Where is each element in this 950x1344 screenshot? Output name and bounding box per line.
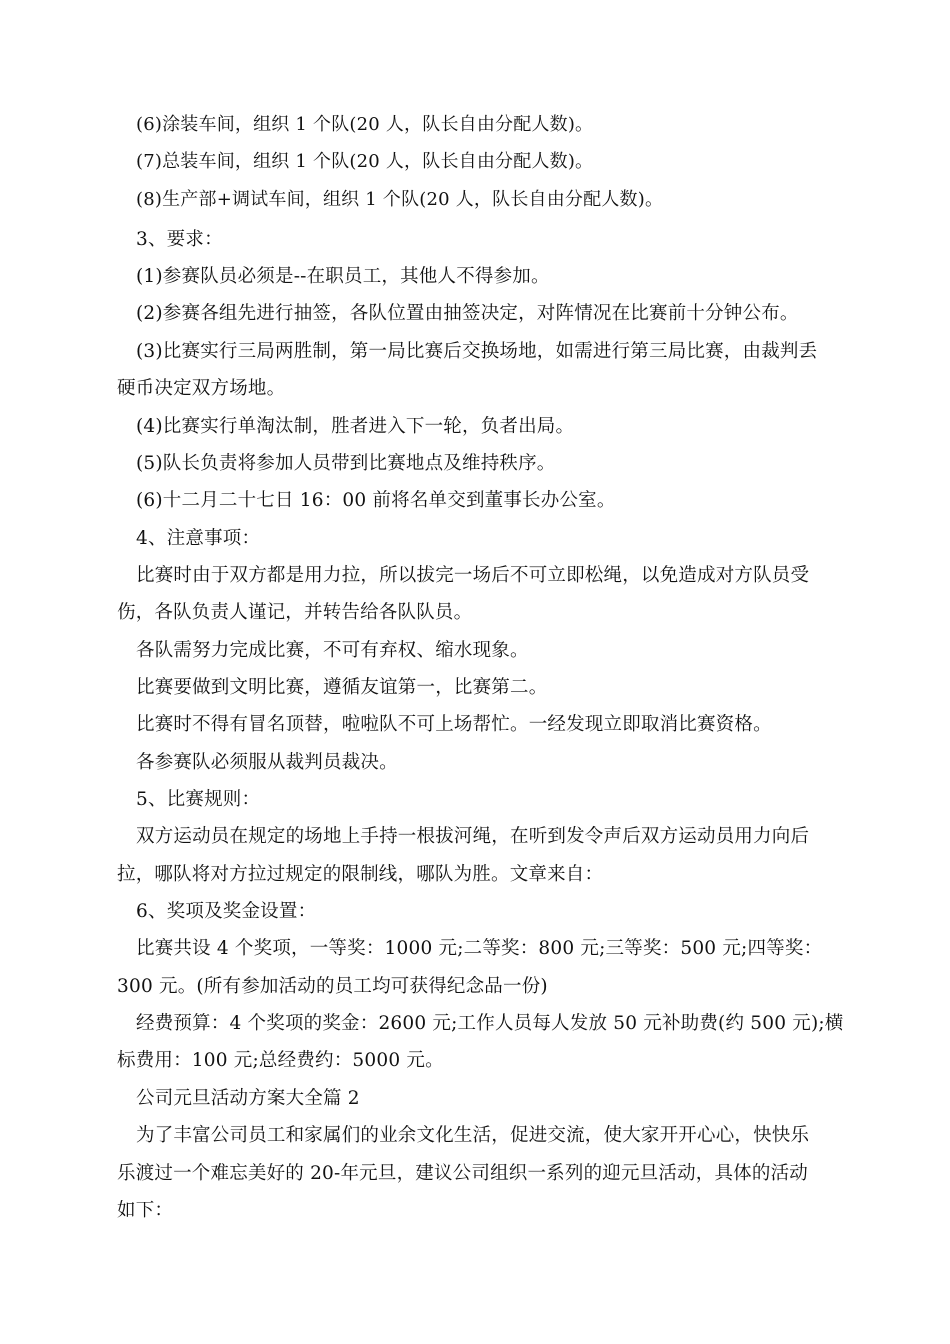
note-5: 各参赛队必须服从裁判员裁决。 <box>136 752 398 773</box>
requirement-3-line-1: (3)比赛实行三局两胜制，第一局比赛后交换场地，如需进行第三局比赛，由裁判丢 <box>136 341 818 362</box>
intro-line-3: 如下： <box>117 1200 174 1221</box>
requirement-4: (4)比赛实行单淘汰制，胜者进入下一轮，负者出局。 <box>136 416 575 437</box>
budget-line-2: 标费用：100 元;总经费约：5000 元。 <box>117 1050 444 1071</box>
requirement-5: (5)队长负责将参加人员带到比赛地点及维持秩序。 <box>136 453 556 474</box>
requirement-2: (2)参赛各组先进行抽签，各队位置由抽签决定，对阵情况在比赛前十分钟公布。 <box>136 303 799 324</box>
section-heading-prizes: 6、奖项及奖金设置： <box>136 901 317 922</box>
team-item-7: (7)总装车间，组织 1 个队(20 人，队长自由分配人数)。 <box>136 151 594 172</box>
section-heading-requirements: 3、要求： <box>136 229 223 250</box>
requirement-3-line-2: 硬币决定双方场地。 <box>117 378 286 399</box>
note-3: 比赛要做到文明比赛，遵循友谊第一，比赛第二。 <box>136 677 548 698</box>
team-item-8: (8)生产部+调试车间，组织 1 个队(20 人，队长自由分配人数)。 <box>136 189 664 210</box>
section-heading-rules: 5、比赛规则： <box>136 789 261 810</box>
prizes-line-2: 300 元。(所有参加活动的员工均可获得纪念品一份) <box>117 976 548 997</box>
note-4: 比赛时不得有冒名顶替，啦啦队不可上场帮忙。一经发现立即取消比赛资格。 <box>136 714 772 735</box>
plan-title-2: 公司元旦活动方案大全篇 2 <box>136 1088 360 1109</box>
note-2: 各队需努力完成比赛，不可有弃权、缩水现象。 <box>136 640 529 661</box>
note-1-line-2: 伤，各队负责人谨记，并转告给各队队员。 <box>117 602 473 623</box>
budget-line-1: 经费预算：4 个奖项的奖金：2600 元;工作人员每人发放 50 元补助费(约 500 元);横 <box>136 1013 844 1034</box>
team-item-6: (6)涂装车间，组织 1 个队(20 人，队长自由分配人数)。 <box>136 114 594 135</box>
requirement-6: (6)十二月二十七日 16：00 前将名单交到董事长办公室。 <box>136 490 616 511</box>
section-heading-notes: 4、注意事项： <box>136 528 261 549</box>
intro-line-1: 为了丰富公司员工和家属们的业余文化生活，促进交流，使大家开开心心，快快乐 <box>136 1125 810 1146</box>
rules-line-2: 拉，哪队将对方拉过规定的限制线，哪队为胜。文章来自： <box>117 864 604 885</box>
intro-line-2: 乐渡过一个难忘美好的 20-年元旦，建议公司组织一系列的迎元旦活动，具体的活动 <box>117 1163 808 1184</box>
prizes-line-1: 比赛共设 4 个奖项，一等奖：1000 元;二等奖：800 元;三等奖：500 元;四等奖： <box>136 938 823 959</box>
note-1-line-1: 比赛时由于双方都是用力拉，所以拔完一场后不可立即松绳，以免造成对方队员受 <box>136 565 810 586</box>
requirement-1: (1)参赛队员必须是--在职员工，其他人不得参加。 <box>136 266 550 287</box>
rules-line-1: 双方运动员在规定的场地上手持一根拔河绳，在听到发令声后双方运动员用力向后 <box>136 826 810 847</box>
